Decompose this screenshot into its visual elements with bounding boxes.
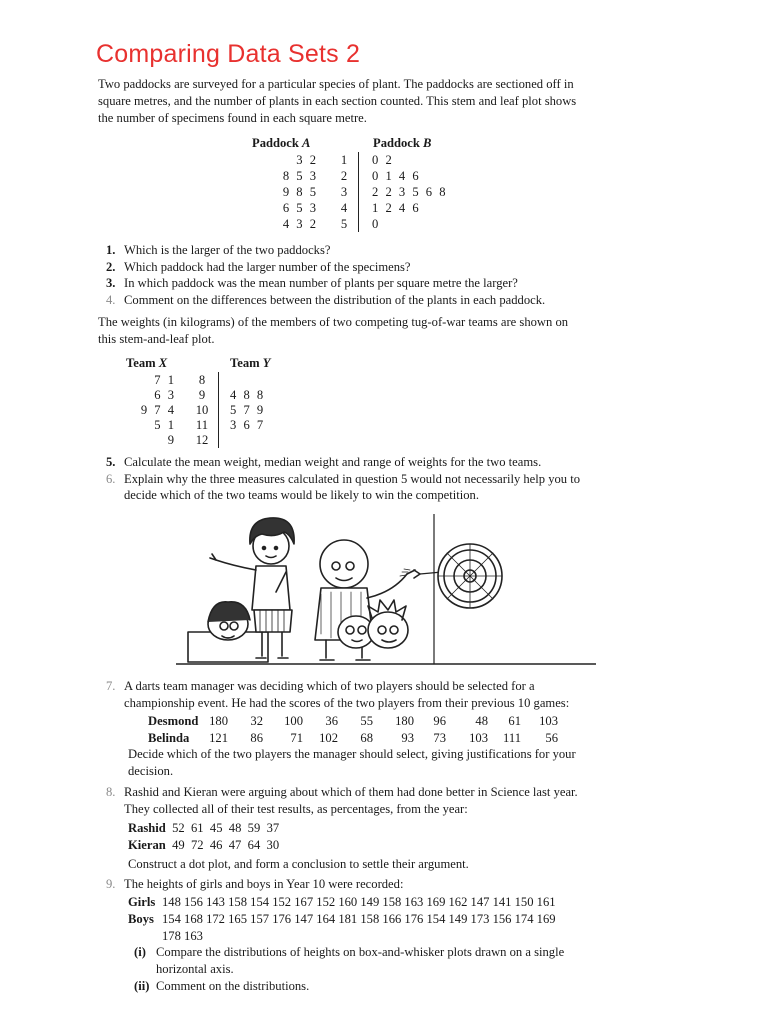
question-list-tug-of-war (106, 454, 580, 504)
question-item: 2. Which paddock had the larger number of the specimens? (106, 259, 411, 274)
question-9: 9. The heights of girls and boys in Year 10 were recorded: (106, 877, 404, 891)
question-item: 4. Comment on the differences between the distribution of the plants in each paddock. (106, 292, 546, 307)
question-7-followup: Decide which of the two players the manager should select, giving justifications for your decision. (128, 747, 576, 778)
paddock-stem-divider (358, 152, 359, 232)
question-item: 6. Explain why the three measures calculated in question 5 would not necessarily help you to decide which of the two teams would be likely to win the competition. (106, 471, 581, 502)
team-y-header: Team Y (230, 356, 271, 370)
intro-paragraph-tug-of-war: The weights (in kilograms) of the members of two competing tug-of-war teams are shown on this stem-and-leaf plot. (98, 315, 569, 346)
page-title: Comparing Data Sets 2 (96, 40, 361, 68)
paddock-b-header: Paddock B (373, 136, 432, 150)
darts-cartoon-illustration (176, 514, 596, 674)
question-item: 5. Calculate the mean weight, median weight and range of weights for the two teams. (106, 455, 542, 469)
question-8: 8. Rashid and Kieran were arguing about which of them had done better in Science last year. They collected all of their test results, as percentages, from the year: (106, 785, 578, 816)
question-list-paddocks (106, 242, 545, 308)
intro-paragraph-paddocks: Two paddocks are surveyed for a particular species of plant. The paddocks are sectioned off in square metres, and the number of plants in each section counted. This stem and leaf plot shows the number of specimens found in each square metre. (98, 77, 577, 125)
science-results: Rashid 52 61 45 48 59 37 Kieran 49 72 46 47 64 30 Construct a dot plot, and form a conclusion to settle their argument. (128, 821, 469, 871)
team-x-header: Team X (126, 356, 168, 370)
paddock-a-header: Paddock A (252, 136, 311, 150)
question-item: 1. Which is the larger of the two paddocks? (106, 243, 331, 257)
question-7: 7. A darts team manager was deciding which of two players should be selected for a championship event. He had the scores of the two players from their previous 10 games: (106, 679, 570, 710)
team-stem-divider (218, 372, 219, 448)
question-9-parts: (i) Compare the distributions of heights on box-and-whisker plots drawn on a single horizontal axis. (ii) Comment on the distributions. (134, 945, 565, 993)
heights-data: Girls 148 156 143 158 154 152 167 152 160 149 158 163 169 162 147 141 150 161 Boys 154 168 172 165 157 176 147 164 181 158 166 176 154 149 173 156 174 169 178 163 (128, 895, 556, 943)
question-item: 3. In which paddock was the mean number of plants per square metre the larger? (106, 276, 518, 290)
